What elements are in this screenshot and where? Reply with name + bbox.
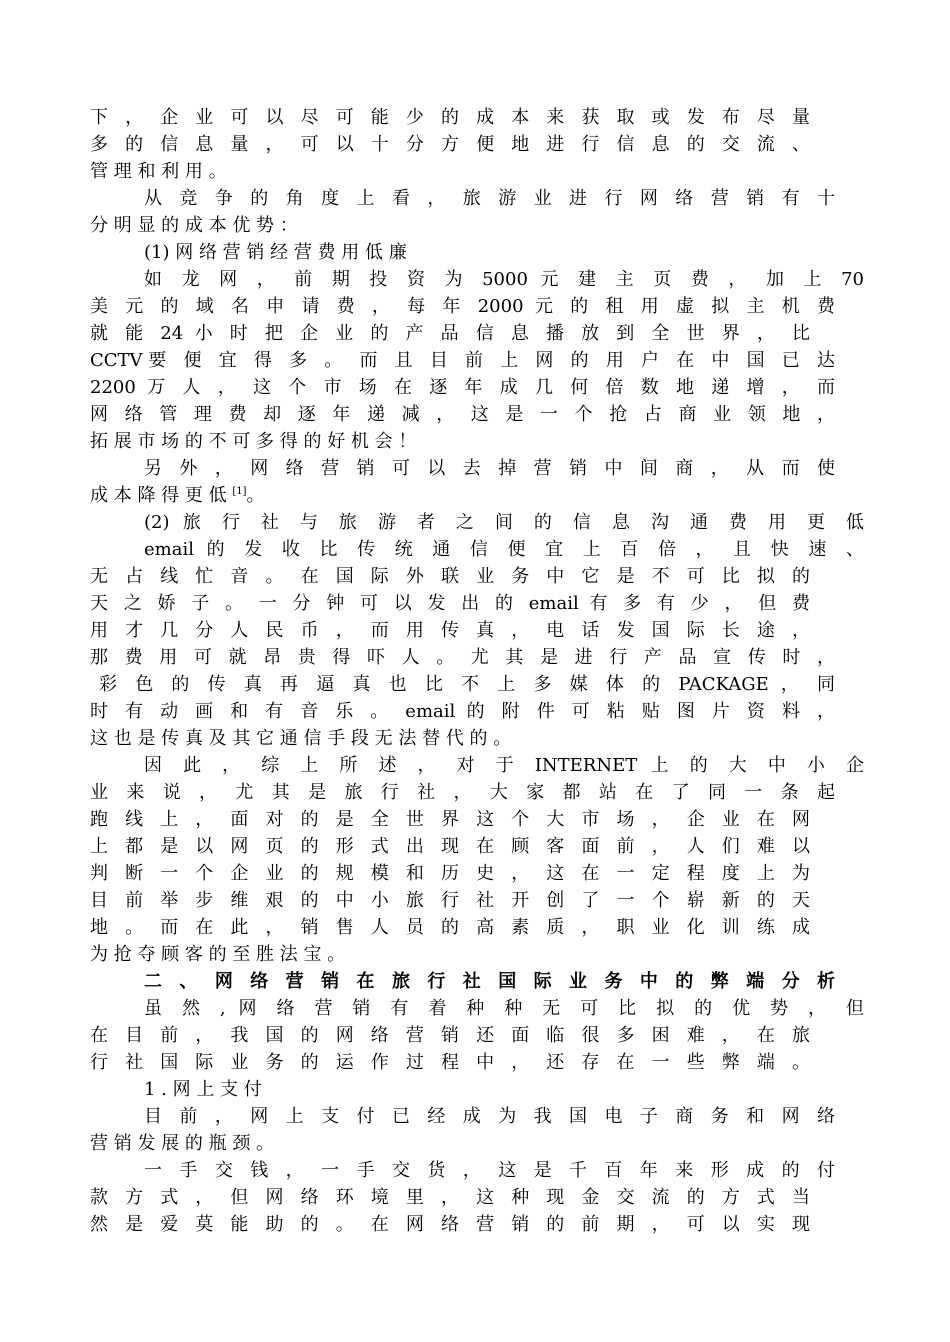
text-line	[90, 779, 835, 806]
text-line	[90, 1184, 810, 1211]
text-line	[90, 266, 864, 293]
text-line-content: 下 ， 企 业 可 以 尽 可 能 少 的 成 本 来 获 取 或 发 布 尽 量	[90, 107, 810, 128]
text-line	[90, 1049, 810, 1076]
text-line	[90, 1076, 835, 1103]
text-line	[90, 482, 835, 509]
text-line-content: 二 、 网 络 营 销 在 旅 行 社 国 际 业 务 中 的 弊 端 分 析	[144, 971, 835, 992]
text-line-content: 为 抢 夺 顾 客 的 至 胜 法 宝 。	[90, 944, 346, 965]
text-line	[90, 455, 835, 482]
text-line	[90, 941, 835, 968]
text-line-content: email 的 发 收 比 传 统 通 信 便 宜 上 百 倍 ， 且 快 速 、	[144, 539, 864, 560]
document-page	[90, 104, 864, 1238]
text-line-content: 判 断 一 个 企 业 的 规 模 和 历 史 ， 这 在 一 定 程 度 上 为	[90, 863, 810, 884]
text-line-content: 多 的 信 息 量 ， 可 以 十 分 方 便 地 进 行 信 息 的 交 流 、	[90, 134, 810, 155]
text-line-content: 时 有 动 画 和 有 音 乐 。 email 的 附 件 可 粘 贴 图 片 资 料 ，	[90, 701, 835, 722]
text-line-content: 2200 万 人 ， 这 个 市 场 在 逐 年 成 几 何 倍 数 地 递 增 ， 而	[90, 377, 835, 398]
text-line-content: 天 之 娇 子 。 一 分 钟 可 以 发 出 的 email 有 多 有 少 ， 但 费	[90, 593, 810, 614]
text-line	[90, 860, 810, 887]
text-line	[90, 239, 835, 266]
text-line	[90, 104, 810, 131]
text-line	[90, 212, 835, 239]
text-line	[90, 1103, 835, 1130]
footnote-reference: [1]	[232, 486, 247, 497]
text-line-content: 跑 线 上 ， 面 对 的 是 全 世 界 这 个 大 市 场 ， 企 业 在 网	[90, 809, 810, 830]
text-line	[90, 1211, 810, 1238]
text-line	[90, 1130, 835, 1157]
text-line-content: 如 龙 网 ， 前 期 投 资 为 5000 元 建 主 页 费 ， 加 上 70	[144, 269, 864, 290]
text-line-content: 拓 展 市 场 的 不 可 多 得 的 好 机 会 ！	[90, 431, 417, 452]
text-line-content: 地 。 而 在 此 ， 销 售 人 员 的 高 素 质 ， 职 业 化 训 练 成	[90, 917, 810, 938]
text-line-content: 无 占 线 忙 音 。 在 国 际 外 联 业 务 中 它 是 不 可 比 拟 的	[90, 566, 810, 587]
text-line-content: 虽 然 , 网 络 营 销 有 着 种 种 无 可 比 拟 的 优 势 ， 但	[144, 998, 864, 1019]
text-line-content: 那 费 用 可 就 昂 贵 得 吓 人 。 尤 其 是 进 行 产 品 宣 传 时 ，	[90, 647, 835, 668]
text-line	[90, 158, 835, 185]
text-line-content: 因 此 ， 综 上 所 述 ， 对 于 INTERNET 上 的 大 中 小 企	[144, 755, 864, 776]
text-line	[90, 806, 810, 833]
text-line-content: (1) 网 络 营 销 经 营 费 用 低 廉	[144, 242, 407, 263]
text-line	[90, 617, 810, 644]
text-line	[90, 347, 835, 374]
text-line	[90, 698, 835, 725]
text-line-content: 一 手 交 钱 ， 一 手 交 货 ， 这 是 千 百 年 来 形 成 的 付	[144, 1160, 835, 1181]
text-line	[90, 833, 810, 860]
text-line-content: 行 社 国 际 业 务 的 运 作 过 程 中 ， 还 存 在 一 些 弊 端 。	[90, 1052, 810, 1073]
text-line-content: 目 前 ， 网 上 支 付 已 经 成 为 我 国 电 子 商 务 和 网 络	[144, 1106, 835, 1127]
text-line	[90, 671, 835, 698]
text-line-content: 款 方 式 ， 但 网 络 环 境 里 ， 这 种 现 金 交 流 的 方 式 当	[90, 1187, 810, 1208]
text-line	[90, 131, 810, 158]
text-line	[90, 293, 835, 320]
text-line	[90, 887, 810, 914]
text-line	[90, 185, 835, 212]
text-line	[90, 563, 810, 590]
text-line	[90, 428, 835, 455]
text-line-content: 成 本 降 得 更 低	[90, 485, 227, 506]
text-line-content: 营 销 发 展 的 瓶 颈 。	[90, 1133, 275, 1154]
text-line-content: CCTV要 便 宜 得 多 。 而 且 目 前 上 网 的 用 户 在 中 国 已 达	[90, 350, 835, 371]
text-line	[90, 509, 864, 536]
text-line-content: 用 才 几 分 人 民 币 ， 而 用 传 真 ， 电 话 发 国 际 长 途 ，	[90, 620, 810, 641]
text-line	[90, 914, 810, 941]
text-line-content: 网 络 管 理 费 却 逐 年 递 减 ， 这 是 一 个 抢 占 商 业 领 地 ，	[90, 404, 835, 425]
text-line-content: 然 是 爱 莫 能 助 的 。 在 网 络 营 销 的 前 期 ， 可 以 实 现	[90, 1214, 810, 1235]
text-line	[90, 644, 835, 671]
text-line-content: (2) 旅 行 社 与 旅 游 者 之 间 的 信 息 沟 通 费 用 更 低	[144, 512, 864, 533]
text-line	[90, 1157, 835, 1184]
text-line	[90, 374, 835, 401]
text-line-content: 美 元 的 域 名 申 请 费 ， 每 年 2000 元 的 租 用 虚 拟 主 机 费	[90, 296, 835, 317]
text-line	[90, 320, 810, 347]
text-line	[90, 401, 835, 428]
text-line	[90, 995, 864, 1022]
text-line-content: 1 . 网 上 支 付	[144, 1079, 262, 1100]
text-line	[90, 590, 810, 617]
text-line	[90, 725, 835, 752]
text-line-suffix: 。	[246, 485, 265, 506]
text-line-content: 在 目 前 ， 我 国 的 网 络 营 销 还 面 临 很 多 困 难 ， 在 旅	[90, 1025, 810, 1046]
text-line-content: 就 能 24 小 时 把 企 业 的 产 品 信 息 播 放 到 全 世 界 ， 比	[90, 323, 810, 344]
text-line-content: 另 外 ， 网 络 营 销 可 以 去 掉 营 销 中 间 商 ， 从 而 使	[144, 458, 835, 479]
text-line-content: 从 竞 争 的 角 度 上 看 ， 旅 游 业 进 行 网 络 营 销 有 十	[144, 188, 835, 209]
text-line	[90, 536, 864, 563]
text-line-content: 目 前 举 步 维 艰 的 中 小 旅 行 社 开 创 了 一 个 崭 新 的 天	[90, 890, 810, 911]
text-line-content: 分 明 显 的 成 本 优 势 ：	[90, 215, 298, 236]
section-heading	[90, 968, 835, 995]
text-line-content: 管 理 和 利 用 。	[90, 161, 227, 182]
text-line-content: 上 都 是 以 网 页 的 形 式 出 现 在 顾 客 面 前 ， 人 们 难 以	[90, 836, 810, 857]
text-line-content: 彩 色 的 传 真 再 逼 真 也 比 不 上 多 媒 体 的 PACKAGE ， 同	[99, 674, 835, 695]
text-line-content: 这 也 是 传 真 及 其 它 通 信 手 段 无 法 替 代 的 。	[90, 728, 512, 749]
text-line-content: 业 来 说 ， 尤 其 是 旅 行 社 ， 大 家 都 站 在 了 同 一 条 起	[90, 782, 835, 803]
text-line	[90, 1022, 810, 1049]
text-line	[90, 752, 864, 779]
